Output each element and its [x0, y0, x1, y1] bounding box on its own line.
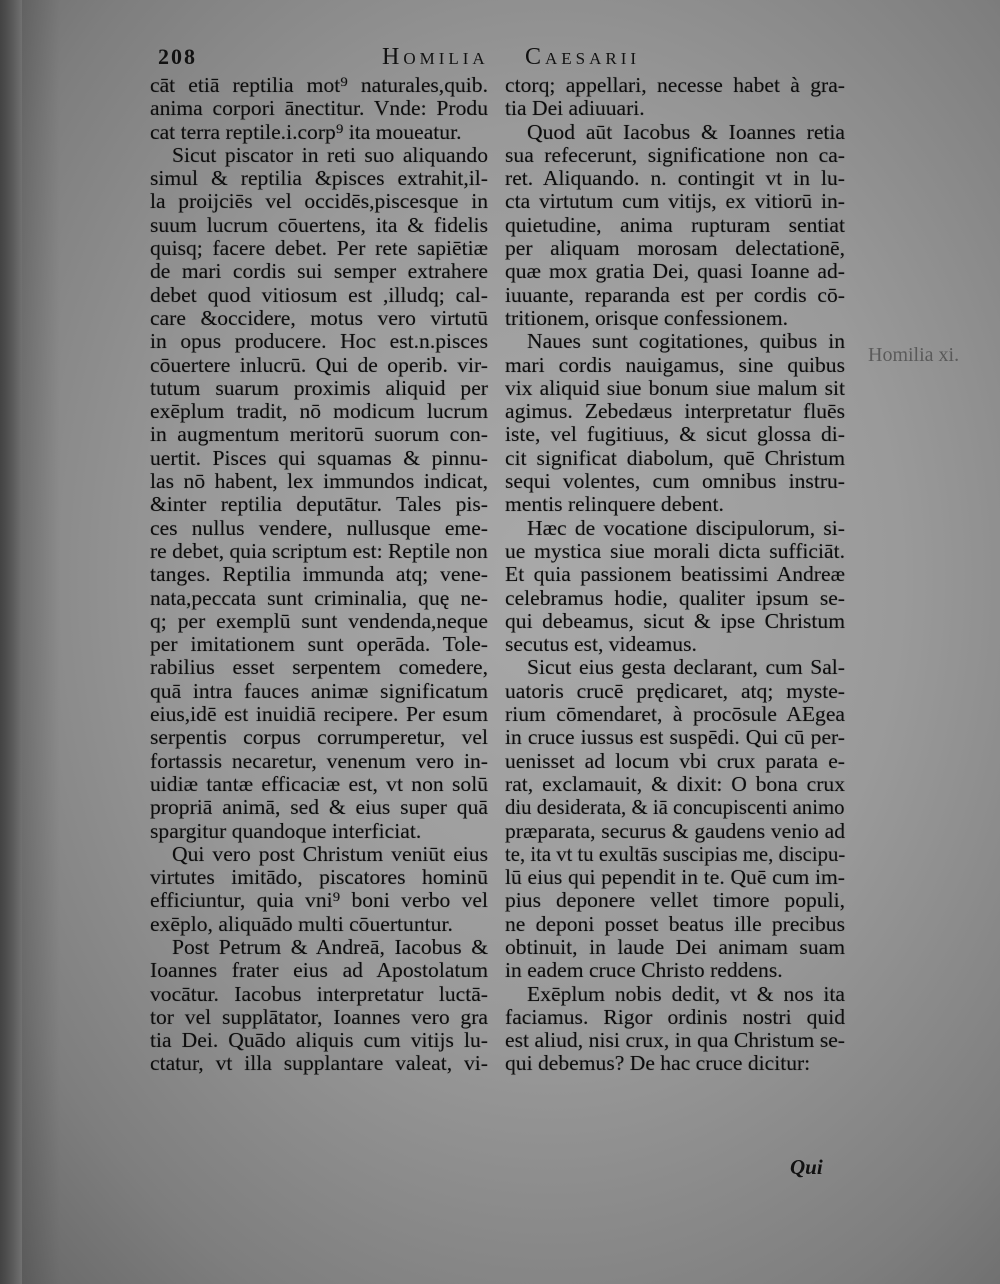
text-line: uenisset ad locum vbi crux parata e- — [505, 748, 845, 773]
text-line: secutus est, videamus. — [505, 632, 697, 657]
text-line: ue mystica siue morali dicta sufficiāt. — [505, 538, 845, 563]
text-line: tutum suarum proximis aliquid per — [150, 375, 488, 400]
text-line: serpentis corpus corrumperetur, vel — [150, 725, 488, 750]
text-line: mari cordis nauigamus, sine quibus — [505, 352, 845, 377]
text-line: per imitationem sunt operāda. Tole- — [150, 632, 488, 657]
text-line: in augmentum meritorū suorum con- — [150, 422, 488, 447]
text-line: vocātur. Iacobus interpretatur luctā- — [150, 981, 488, 1006]
text-line: obtinuit, in laude Dei animam suam — [505, 934, 845, 959]
text-line: Sicut eius gesta declarant, cum Sal- — [527, 655, 845, 680]
text-line: Exēplum nobis dedit, vt & nos ita — [527, 981, 845, 1006]
text-line: simul & reptilia &pisces extrahit,il- — [150, 166, 488, 191]
text-line: quā intra fauces animæ significatum — [150, 678, 488, 703]
text-line: q; per exemplū sunt vendenda,neque — [150, 608, 488, 633]
text-line: Naues sunt cogitationes, quibus in — [527, 329, 845, 354]
text-line: ret. Aliquando. n. contingit vt in lu- — [505, 166, 845, 191]
text-line: cat terra reptile.i.corp⁹ ita moueatur. — [150, 119, 462, 144]
text-line: quietudine, anima rupturam sentiat — [505, 212, 845, 237]
text-line: spargitur quandoque interficiat. — [150, 818, 422, 843]
text-line: ctorq; appellari, necesse habet à gra- — [505, 73, 845, 97]
text-line: quæ mox gratia Dei, quasi Ioanne ad- — [505, 259, 845, 284]
text-line: celebramus hodie, qualiter ipsum se- — [505, 585, 845, 610]
text-line: Et quia passionem beatissimi Andreæ — [505, 562, 845, 587]
text-line: Hæc de vocatione discipulorum, si- — [527, 515, 845, 540]
text-line: fortassis necaretur, venenum vero in- — [150, 748, 488, 773]
text-line: anima corpori ānectitur. Vnde: Produ — [150, 96, 488, 121]
text-line: care &occidere, motus vero virtutū — [150, 305, 488, 330]
text-line: Ioannes frater eius ad Apostolatum — [150, 958, 488, 983]
text-line: per aliquam morosam delectationē, — [505, 236, 845, 261]
text-line: ctatur, vt illa supplantare valeat, vi- — [150, 1051, 488, 1076]
text-line: cōuertere inlucrū. Qui de operib. vir- — [150, 352, 488, 377]
text-line: iuuante, reparanda est per cordis cō- — [505, 282, 845, 307]
text-line: rat, exclamauit, & dixit: O bona crux — [505, 771, 845, 796]
text-line: uertit. Pisces qui squamas & pinnu- — [150, 445, 488, 470]
text-line: lū eius qui pependit in te. Quē cum im- — [505, 865, 845, 890]
text-line: præparata, securus & gaudens venio ad — [505, 818, 845, 843]
text-line: uidiæ tantæ efficaciæ est, vt non solū — [150, 771, 488, 796]
text-line: diu desiderata, & iā concupiscenti animo — [505, 795, 845, 820]
text-line: tia Dei. Quādo aliquis cum vitijs lu- — [150, 1028, 488, 1053]
text-line: faciamus. Rigor ordinis nostri quid — [505, 1004, 845, 1029]
text-line: Sicut piscator in reti suo aliquando — [172, 142, 488, 167]
marginal-note: Homilia xi. — [868, 344, 960, 366]
text-line: tia Dei adiuuari. — [505, 96, 645, 121]
right-text-column — [505, 74, 845, 1076]
text-line: in opus producere. Hoc est.n.pisces — [150, 329, 488, 354]
text-line: Post Petrum & Andreā, Iacobus & — [172, 934, 488, 959]
text-line: Qui vero post Christum veniūt eius — [172, 841, 488, 866]
text-line: las nō habent, lex immundos indicat, — [150, 469, 488, 494]
text-line: efficiuntur, quia vni⁹ boni verbo vel — [150, 888, 488, 913]
text-line: sequi volentes, cum omnibus instru- — [505, 469, 845, 494]
text-line: &inter reptilia deputātur. Tales pis- — [150, 492, 488, 517]
text-line: tor vel supplātator, Ioannes vero gra — [150, 1004, 488, 1029]
text-line: virtutes imitādo, piscatores hominū — [150, 865, 488, 890]
text-line: agimus. Zebedæus interpretatur fluēs — [505, 399, 845, 424]
text-line: nata,peccata sunt criminalia, quę ne- — [150, 585, 488, 610]
header-title-right: Caesarii — [525, 44, 641, 70]
text-line: exēplum tradit, nō modicum lucrum — [150, 399, 488, 424]
text-line: la proijciēs vel occidēs,piscesque in — [150, 189, 488, 214]
text-line: de mari cordis sui semper extrahere — [150, 259, 488, 284]
text-line: uatoris crucē prędicaret, atq; myste- — [505, 678, 845, 703]
text-line: in cruce iussus est suspēdi. Qui cū per- — [505, 725, 845, 750]
text-line: qui debemus? De hac cruce dicitur: — [505, 1051, 811, 1076]
text-line: vix aliquid siue bonum siue malum sit — [505, 375, 845, 400]
text-line: qui debeamus, sicut & ipse Christum — [505, 608, 845, 633]
text-line: rabilius esset serpentem comedere, — [150, 655, 488, 680]
text-line: cit significat diabolum, quē Christum — [505, 445, 845, 470]
text-line: quisq; facere debet. Per rete sapiētiæ — [150, 236, 488, 261]
text-line: debet quod vitiosum est ,illudq; cal- — [150, 282, 488, 307]
text-line: sua refecerunt, significatione non ca- — [505, 142, 845, 167]
text-line: rium cōmendaret, à procōsule AEgea — [505, 702, 845, 727]
text-line: propriā animā, sed & eius super quā — [150, 795, 488, 820]
text-line: iste, vel fugitiuus, & sicut glossa di- — [505, 422, 845, 447]
left-text-column — [150, 74, 488, 1076]
text-line: tanges. Reptilia immunda atq; vene- — [150, 562, 488, 587]
text-line: cāt etiā reptilia mot⁹ naturales,quib. — [150, 73, 488, 97]
text-line: tritionem, orisque confessionem. — [505, 305, 789, 330]
catchword: Qui — [790, 1155, 823, 1179]
text-line: ne deponi posset beatus ille precibus — [505, 911, 845, 936]
text-line: mentis relinquere debent. — [505, 492, 724, 517]
page-edge-shadow — [0, 0, 60, 1284]
text-line: est aliud, nisi crux, in qua Christum se- — [505, 1028, 845, 1053]
folio-number: 208 — [158, 44, 197, 69]
text-line: re debet, quia scriptum est: Reptile non — [150, 538, 488, 563]
text-line: ces nullus vendere, nullusque eme- — [150, 515, 488, 540]
header-title-left: Homilia — [382, 44, 489, 70]
text-line: in eadem cruce Christo reddens. — [505, 958, 783, 983]
text-line: pius deponere vellet timore populi, — [505, 888, 845, 913]
text-line: te, ita vt tu exultās suscipias me, discipu- — [505, 841, 846, 866]
text-line: suum lucrum cōuertens, ita & fidelis — [150, 212, 488, 237]
text-line: exēplo, aliquādo multi cōuertuntur. — [150, 911, 453, 936]
text-line: cta virtutum cum vitijs, ex vitiorū in- — [505, 189, 845, 214]
text-line: eius,idē est inuidiā recipere. Per esum — [150, 702, 488, 727]
text-line: Quod aūt Iacobus & Ioannes retia — [527, 119, 845, 144]
